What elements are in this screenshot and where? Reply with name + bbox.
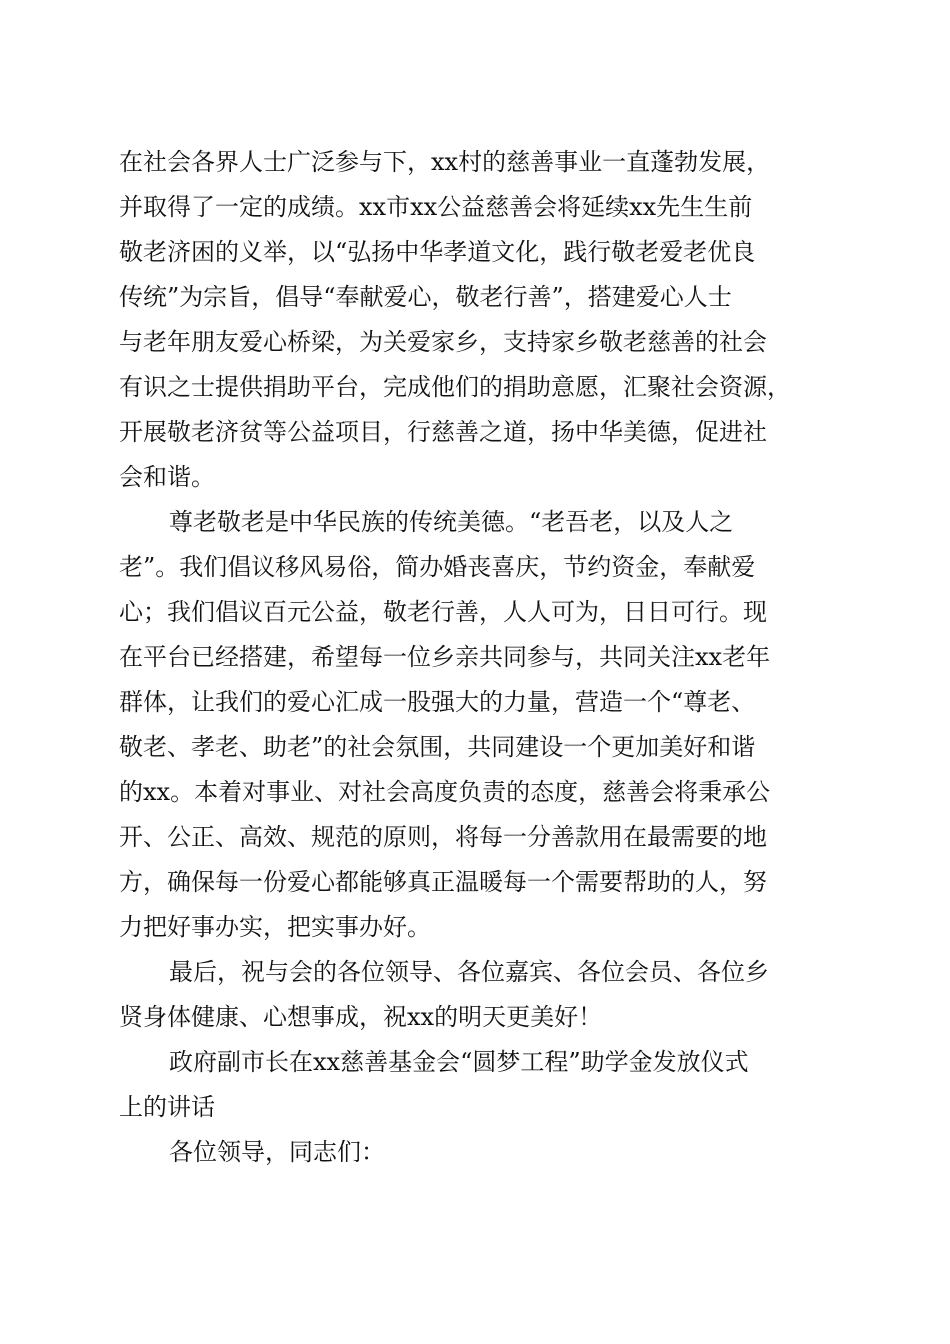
text-line: 老”。我们倡议移风易俗，简办婚丧喜庆，节约资金，奉献爱 — [119, 553, 756, 581]
speech-title-line: 上的讲话 — [119, 1093, 215, 1121]
text-line: 在平台已经搭建，希望每一位乡亲共同参与，共同关注xx老年 — [119, 643, 771, 671]
text-line: 心；我们倡议百元公益，敬老行善，人人可为，日日可行。现 — [119, 598, 767, 626]
paragraph-start-line: 尊老敬老是中华民族的传统美德。“老吾老，以及人之 — [169, 508, 734, 536]
document-body — [119, 140, 831, 1175]
text-line: 有识之士提供捐助平台，完成他们的捐助意愿，汇聚社会资源， — [119, 373, 791, 401]
text-line: 开、公正、高效、规范的原则，将每一分善款用在最需要的地 — [119, 823, 767, 851]
text-line: 在社会各界人士广泛参与下，xx村的慈善事业一直蓬勃发展， — [119, 148, 771, 176]
text-line: 并取得了一定的成绩。xx市xx公益慈善会将延续xx先生生前 — [119, 193, 753, 221]
text-line: 贤身体健康、心想事成，祝xx的明天更美好！ — [119, 1003, 603, 1031]
text-line: 方，确保每一份爱心都能够真正温暖每一个需要帮助的人，努 — [119, 868, 767, 896]
text-line: 的xx。本着对事业、对社会高度负责的态度，慈善会将秉承公 — [119, 778, 771, 806]
text-line: 力把好事办实，把实事办好。 — [119, 913, 431, 941]
text-line: 群体，让我们的爱心汇成一股强大的力量，营造一个“尊老、 — [119, 688, 756, 716]
paragraph-start-line: 最后，祝与会的各位领导、各位嘉宾、各位会员、各位乡 — [169, 958, 769, 986]
salutation-line: 各位领导，同志们： — [169, 1138, 385, 1166]
speech-title-line: 政府副市长在xx慈善基金会“圆梦工程”助学金发放仪式 — [169, 1048, 749, 1076]
text-line: 传统”为宗旨，倡导“奉献爱心，敬老行善”，搭建爱心人士 — [119, 283, 732, 311]
text-line: 会和谐。 — [119, 463, 215, 491]
text-line: 敬老、孝老、助老”的社会氛围，共同建设一个更加美好和谐 — [119, 733, 756, 761]
text-line: 敬老济困的义举，以“弘扬中华孝道文化，践行敬老爱老优良 — [119, 238, 756, 266]
text-line: 开展敬老济贫等公益项目，行慈善之道，扬中华美德，促进社 — [119, 418, 767, 446]
text-line: 与老年朋友爱心桥梁，为关爱家乡，支持家乡敬老慈善的社会 — [119, 328, 767, 356]
